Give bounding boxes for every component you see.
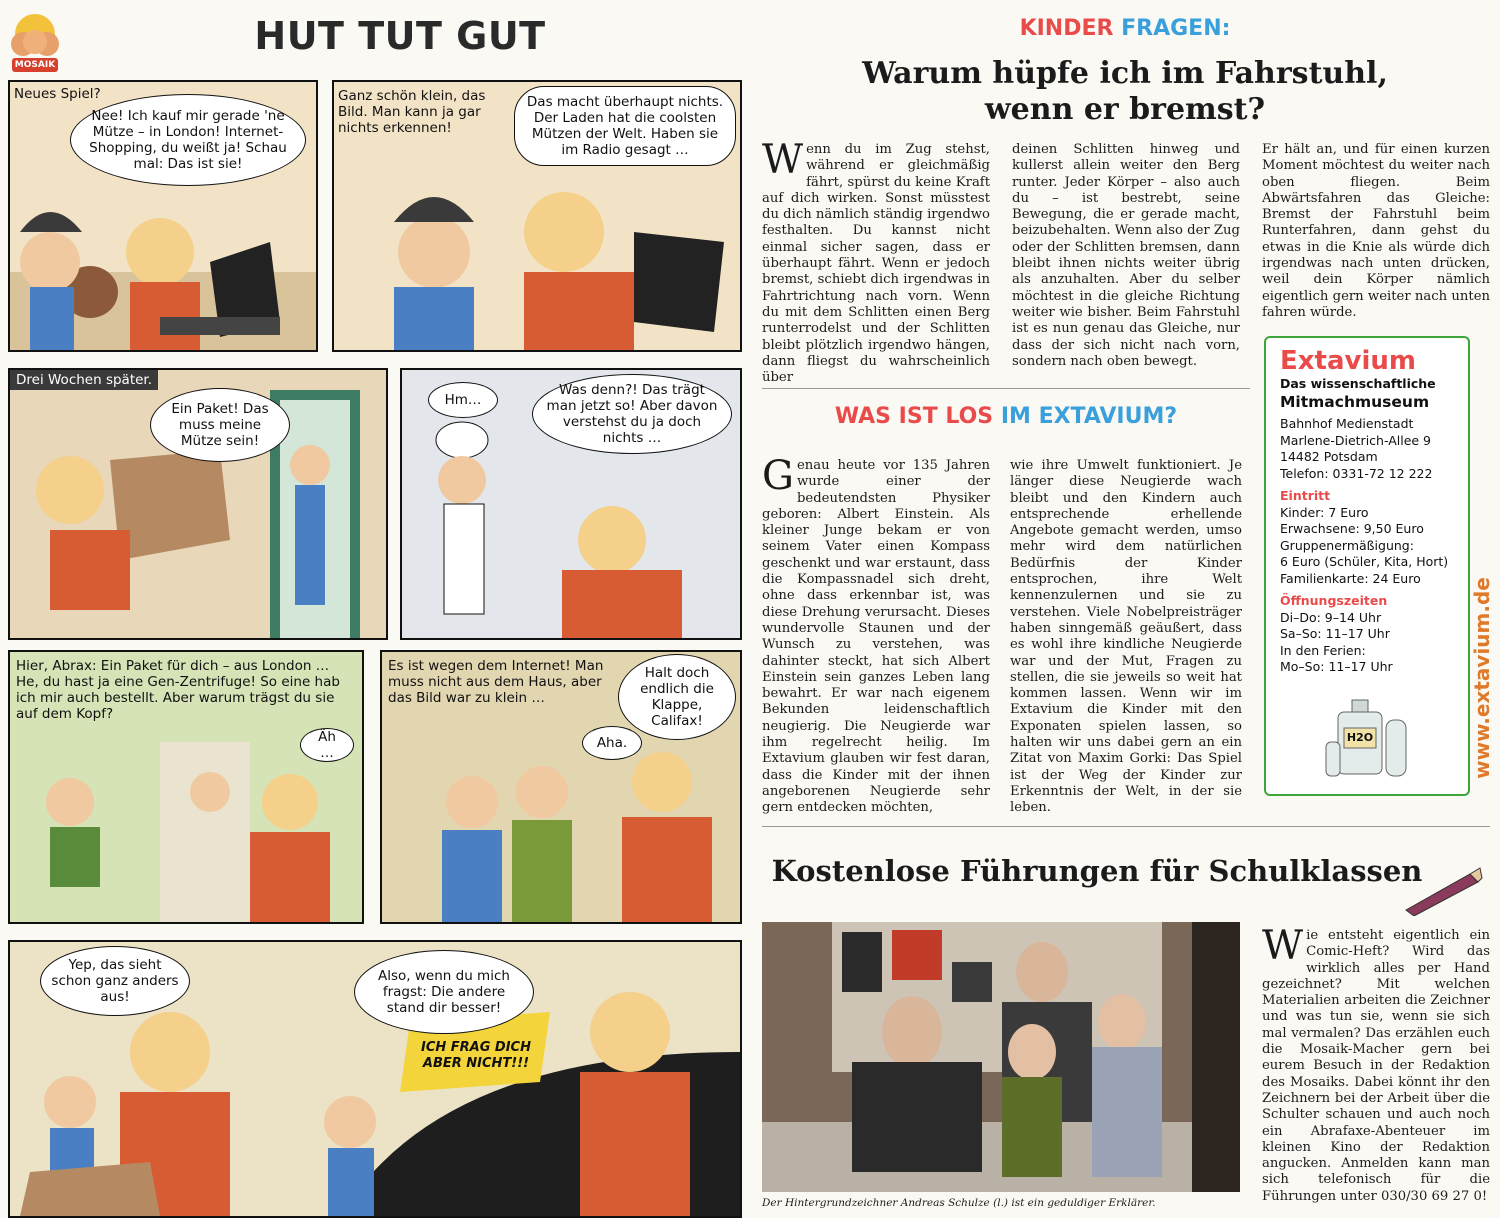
comic-panel-4 [400,368,742,640]
bubble-12: Also, wenn du mich fragst: Die andere stand dir besser! [354,950,534,1034]
bubble-1: Neues Spiel? [14,86,101,102]
shout-text: ICH FRAG DICH ABER NICHT!!! [421,1040,531,1071]
article1-headline [760,56,1490,128]
comic-panel-7 [8,940,742,1218]
info-hours-4: Mo–So: 11–17 Uhr [1280,659,1393,674]
comic-panel-1 [8,80,318,352]
bubble-7: Was denn?! Das trägt man jetzt so! Aber davon verstehst du ja doch nichts … [532,374,732,454]
article2-col1 [762,453,990,817]
info-sub2: Mitmachmuseum [1280,393,1430,411]
info-hours-2: Sa–So: 11–17 Uhr [1280,626,1390,641]
comic-panel-5 [8,650,364,924]
headline-line-1: Warum hüpfe ich im Fahrstuhl, [862,56,1388,91]
headline-line-2: wenn er bremst? [984,92,1266,127]
photo-art [762,922,1240,1192]
info-price-4: 6 Euro (Schüler, Kita, Hort) [1280,554,1449,569]
workshop-photo [762,922,1240,1192]
info-phone: Telefon: 0331-72 12 222 [1280,465,1433,481]
dropcap: W [762,137,804,183]
divider [762,388,1250,389]
info-hours-3: In den Ferien: [1280,642,1366,658]
logo-text: MOSAIK [14,60,56,70]
bubble-6: Hm… [428,382,498,418]
info-address-1: Bahnhof Medienstadt [1280,416,1414,431]
article3-headline: Kostenlose Führungen für Schulklassen [771,854,1423,888]
dropcap-3: W [1262,923,1304,969]
info-hours-head: Öffnungszeiten [1280,593,1388,608]
article2-col1-text: enau heute vor 135 Jahren wurde einer der bedeutendsten Physiker geboren: Albert Einstein. Als kleiner Junge bekam er von seinem Vater einen Kompass geschenkt und war erstaunt, dass die Kompassnadel sich dreht, ohne dass erkennbar ist, was diese Drehung verursacht. Dieses wundervolle Staunen und der Wunsch zu verstehen, was dahinter steckt, hat sich Albert Einstein sein ganzes Leben lang bewahrt. Er war nach eigenem Bekunden leidenschaftlich neugierig. Die Neugierde war ihm regelrecht heilig. Im Extavium glauben wir fest daran, dass die Kinder mit der ihnen angeborenen Neugierde sehr gern entdecken möchten, [762,458,990,816]
info-eintritt-head: Eintritt [1280,488,1331,503]
bubble-10: Aha. [582,726,642,760]
dropcap-2: G [762,453,794,499]
article1-col2: deinen Schlitten hinweg und kullerst allein weiter den Berg runter. Jeder Körper – also auch du – ist bestrebt, seine Bewegung, die er gerade macht, beizubehalten. Wenn also der Zug oder der Schlitten bremsen, dann bleibt ihnen nichts weiter übrig als anzuhalten. Aber du selber möchtest in die gleiche Richtung weiter wie bisher. Beim Fahrstuhl ist es nun genau das Gleiche, nur dass der sich nicht nach vorn, sondern nach oben bewegt. [1012,142,1240,369]
info-price-3: Gruppenermäßigung: [1280,537,1414,553]
kicker-red: KINDER [1019,16,1114,41]
photo-caption: Der Hintergrundzeichner Andreas Schulze (l.) ist ein geduldiger Erklärer. [762,1197,1156,1209]
bubble-9: Halt doch endlich die Klappe, Califax! [618,654,736,740]
article3-text [1262,923,1490,1205]
comic-title: HUT TUT GUT [254,14,546,58]
bubble-5: Ein Paket! Das muss meine Mütze sein! [150,388,290,462]
article1-kicker [760,16,1490,41]
kicker2-blue: IM EXTAVIUM? [1000,404,1178,429]
kicker2-red: WAS IST LOS [834,404,994,429]
bottle-label: H2O [1346,731,1374,744]
bubble-11: Yep, das sieht schon ganz anders aus! [40,946,190,1016]
info-price-2: Erwachsene: 9,50 Euro [1280,521,1424,536]
info-price-5: Familienkarte: 24 Euro [1280,570,1421,586]
info-address-3: 14482 Potsdam [1280,449,1378,464]
bubble-8: Äh … [300,728,354,762]
kicker-blue: FRAGEN: [1121,16,1231,41]
info-price-1: Kinder: 7 Euro [1280,504,1369,520]
comic-panel-6 [380,650,742,924]
comic-panel-3 [8,368,388,640]
article1-col3: Er hält an, und für einen kurzen Moment möchtest du weiter nach oben fliegen. Beim Abwärtsfahren das Gleiche: Bremst der Fahrstuhl beim Runterfahren, dann gehst du etwas in die Knie als würde dich irgendwas nach unten drücken, weil dein Körper nämlich eigentlich gern weiter nach unten fahren würde. [1262,142,1490,320]
panel-5-text: Hier, Abrax: Ein Paket für dich – aus London … He, du hast ja eine Gen-Zentrifuge! So eine hab ich mir auch bestellt. Aber warum trägst du sie auf dem Kopf? [16,658,340,722]
extavium-url[interactable] [1468,560,1496,796]
info-sub1: Das wissenschaftliche [1280,376,1436,391]
bubble-3: Ganz schön klein, das Bild. Man kann ja gar nichts erkennen! [338,88,486,136]
pencil-icon [1400,866,1484,916]
article3-text-body: ie entsteht eigentlich ein Comic-Heft? Wird das wirklich alles per Hand gezeichnet? Mit welchen Materialien arbeiten die Zeichner und was tun sie, wenn sie sich mal vermalen? Das erzählen euch die Mosaik-Macher gern bei eurem Besuch in der Redaktion des Mosaiks. Dabei könnt ihr den Zeichnern bei der Arbeit über die Schulter schauen und auch noch ein Abrafaxe-Abenteuer im kleinen Kino der Redaktion angucken. Anmelden kann man sich telefonisch für die Führungen unter 030/30 69 27 0! [1262,928,1490,1204]
extavium-url-text[interactable]: www.extavium.de [1470,577,1494,779]
article1-col1-text: enn du im Zug stehst, während er gleichmäßig fährt, spürst du keine Kraft auf dich wirken. Sonst müsstest du dich nämlich ständig irgendwo festhalten. Du kannst nicht einmal sicher sagen, dass er überhaupt fährt. Wenn er jedoch bremst, schiebt dich irgendwas in Fahrtrichtung nach vorn. Wenn du mit dem Schlitten einen Berg runterrodelst und der Schlitten bleibt plötzlich irgendwo hängen, dann fliegst du wahrscheinlich über [762,142,990,386]
article2-kicker [762,404,1250,429]
comic-panel-2 [332,80,742,352]
article1-col1 [762,137,990,386]
info-hours-1: Di–Do: 9–14 Uhr [1280,609,1382,625]
info-name: Extavium [1280,346,1416,376]
divider-2 [762,826,1490,827]
bubble-2: Nee! Ich kauf mir gerade 'ne Mütze – in London! Internet-Shopping, du weißt ja! Schau mal: Das ist sie! [70,94,306,186]
extavium-info-box [1264,336,1470,796]
mosaik-logo [6,8,64,74]
time-caption: Drei Wochen später. [10,370,158,390]
panel-6-text: Es ist wegen dem Internet! Man muss nicht aus dem Haus, aber das Bild war zu klein … [388,658,604,706]
bubble-4: Das macht überhaupt nichts. Der Laden hat die coolsten Mützen der Welt. Haben sie im Radio gesagt … [514,86,736,166]
info-address-2: Marlene-Dietrich-Allee 9 [1280,432,1432,448]
article2-col2: wie ihre Umwelt funktioniert. Je länger diese Neugierde wach bleibt und den Kindern auch entsprechende erhellende Angebote gemacht werden, umso mehr wird dem natürlichen Bedürfnis der Kinder entsprochen, ihre Welt kennenzulernen und sie zu verstehen. Viele Nobelpreisträger haben sinngemäß geäußert, dass es wohl ihre kindliche Neugierde war und der Mut, Fragen zu stellen, die sie jeweils so weit hat kommen lassen. Wenn wir im Extavium die Kinder mit den Exponaten spielen lassen, so halten wir uns dabei gern an ein Zitat von Maxim Gorki: Das Spiel ist der Weg der Kinder zur Erkenntnis der Welt, in der sie leben. [1010,458,1242,816]
